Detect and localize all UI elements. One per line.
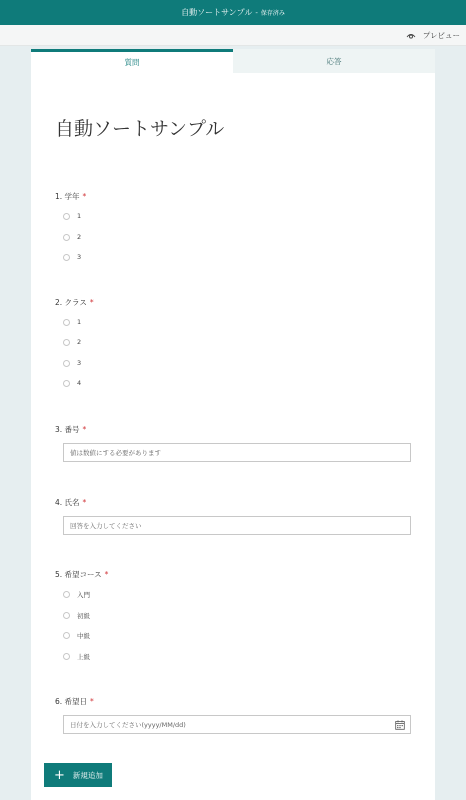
tab-responses[interactable]: 応答 [233, 49, 435, 73]
question-2-option[interactable]: 4 [63, 379, 81, 387]
required-marker: * [90, 697, 94, 706]
question-5-label: 5. 希望コース * [55, 570, 109, 579]
radio-button[interactable] [63, 254, 70, 261]
question-1-option[interactable]: 2 [63, 233, 81, 241]
number-input-placeholder: 値は数値にする必要があります [70, 449, 161, 457]
required-marker: * [82, 498, 87, 507]
question-1-option[interactable]: 1 [63, 212, 81, 220]
question-3-label: 3. 番号 * [55, 425, 87, 434]
required-marker: * [104, 570, 109, 579]
save-status: 保存済み [260, 10, 285, 17]
radio-button[interactable] [63, 612, 70, 619]
form-title: 自動ソートサンプル [55, 118, 225, 140]
question-2-option[interactable]: 1 [63, 318, 81, 326]
required-marker: * [82, 192, 87, 201]
question-5-option[interactable]: 入門 [63, 590, 90, 599]
date-input-placeholder: 日付を入力してください(yyyy/MM/dd) [70, 721, 186, 729]
question-2-option[interactable]: 3 [63, 359, 81, 367]
add-new-button[interactable] [44, 763, 112, 787]
number-input[interactable] [63, 443, 411, 462]
calendar-icon[interactable] [395, 720, 405, 730]
question-1-label: 1. 学年 * [55, 192, 87, 201]
question-5-option[interactable]: 上級 [63, 652, 90, 661]
tab-bar [31, 49, 435, 73]
app-header [0, 0, 466, 25]
required-marker: * [82, 425, 87, 434]
question-2-label: 2. クラス * [55, 298, 94, 307]
eye-icon [406, 32, 416, 39]
question-6-label: 6. 希望日 * [55, 697, 94, 706]
question-2-option[interactable]: 2 [63, 338, 81, 346]
radio-button[interactable] [63, 234, 70, 241]
header-separator: - [255, 8, 258, 17]
radio-button[interactable] [63, 339, 70, 346]
name-input-placeholder: 回答を入力してください [70, 522, 142, 530]
radio-button[interactable] [63, 632, 70, 639]
required-marker: * [89, 298, 94, 307]
name-input[interactable] [63, 516, 411, 535]
plus-icon: + [54, 767, 65, 783]
add-new-label: 新規追加 [72, 770, 103, 780]
radio-button[interactable] [63, 213, 70, 220]
radio-button[interactable] [63, 591, 70, 598]
radio-button[interactable] [63, 380, 70, 387]
preview-button[interactable] [406, 30, 460, 41]
preview-label: プレビュー [422, 30, 460, 40]
question-5-option[interactable]: 中級 [63, 631, 90, 640]
question-4-label: 4. 氏名 * [55, 498, 87, 507]
tab-questions[interactable]: 質問 [31, 49, 233, 73]
question-1-option[interactable]: 3 [63, 253, 81, 261]
radio-button[interactable] [63, 319, 70, 326]
form-card [31, 73, 435, 800]
radio-button[interactable] [63, 360, 70, 367]
date-input[interactable] [63, 715, 411, 734]
radio-button[interactable] [63, 653, 70, 660]
command-bar [0, 25, 466, 46]
form-name: 自動ソートサンプル [181, 8, 253, 17]
question-5-option[interactable]: 初級 [63, 611, 90, 620]
